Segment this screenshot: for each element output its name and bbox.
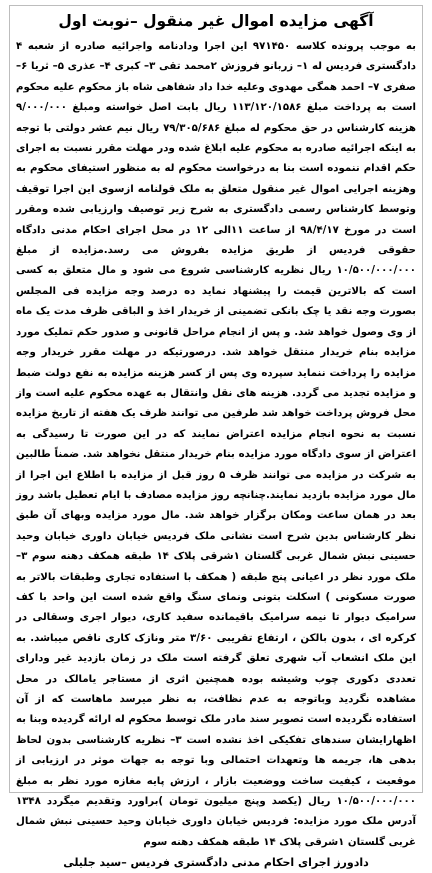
notice-title: آگهی مزایده اموال غیر منقول –نوبت اول	[58, 12, 374, 30]
notice-signature: دادورز اجرای احکام مدنی دادگستری فردیس –سید جلیلی	[63, 856, 369, 870]
notice-body: به موجب پرونده کلاسه ۹۷۱۴۵۰ این اجرا ودادنامه واجرائیه صادره از شعبه ۴ دادگستری فردیس له ۱– زربانو فروزش ۲محمد تقی ۳– کبری ۴– عذری ۵– ثریا ۶– صفری ۷– احمد همگی مهدوی وعلیه خدا داد شفاهی شاه باز محکوم علیه محکوم است به پرداخت مبلغ ۱۱۳/۱۲۰/۱۵۸۶ ریال بابت اصل خواسته ومبلغ ۹/۰۰۰/۰۰۰ هزینه کارشناس در حق محکوم له مبلغ ۷۹/۳۰۵/۶۸۶ ریال نیم عشر دولتی با توجه به اینکه اجرائیه صادره به محکوم علیه ابلاغ شده ودر مهلت مقرر نسبت به اجرای حکم اقدام ننموده است بنا به درخواست محکوم له به منظور استیفای محکوم به وهزینه اجرایی اموال غیر منقول متعلق به ملک قولنامه ازسوی این اجرا توقیف وتوسط کارشناس رسمی دادگستری به شرح زیر توصیف وارزیابی شده ومقرر است در مورخ ۹۸/۴/۱۷ از ساعت ۱۱الی ۱۲ در محل اجرای احکام مدنی دادگاه حقوقی فردیس از طریق مزایده بفروش می رسد.مزایده از مبلغ ۱۰/۵۰۰/۰۰۰/۰۰۰ ریال نظریه کارشناسی شروع می شود و مال متعلق به کسی است که بالاترین قیمت را پیشنهاد نماید ده درصد وجه مزایده فی المجلس بصورت وجه نقد یا چک بانکی تضمینی از خریدار اخذ و الباقی ظرف مدت یک ماه از وی وصول خواهد شد. و پس از انجام مراحل قانونی و صدور حکم تملیک مورد مزایده بنام خریدار منتقل خواهد شد. درصورتیکه در مهلت مقرر خریدار وجه مزایده را پرداخت ننماید سپرده وی پس از کسر هزینه مزایده به نفع دولت ضبط و مزایده تجدید می گردد. هزینه های نقل وانتقال به عهده محکوم علیه است واز محل فروش پرداخت خواهد شد طرفین می توانند ظرف یک هفته از تاریخ مزایده نسبت به نحوه انجام مزایده اعتراض نمایند که در این صورت تا رسیدگی به اعتراض از سوی دادگاه مورد مزایده بنام خریدار منتقل نخواهد شد. ضمناً طالبین به شرکت در مزایده می توانند ظرف ۵ روز قبل از مزایده با اطلاع این اجرا از مال مورد مزایده بازدید نمایند.چنانچه روز مزایده مصادف با ایام تعطیل باشد روز بعد در همان ساعت ومکان برگزار خواهد شد. مال مورد مزایده وبهای آن طبق نظر کارشناس بدین شرح است نشانی ملک فردیس خیابان داوری خیابان وحید حسینی نبش شمال غربی گلستان ۱شرقی پلاک ۱۴ طبقه همکف دهنه سوم ۳– ملک مورد نظر در اعیانی پنج طبقه ( همکف با استفاده تجاری وطبقات بالاتر به صورت مسکونی ) اسکلت بتونی ونمای سنگ واقع شده است این واحد با کف سرامیک دیوار تا نیمه سرامیک باقیمانده سفید کاری، دیوار اجری وسقالی در کرکره ای ، بدون بالکن ، ارتفاع تقریبی ۳/۶۰ متر ونازک کاری ناقص میباشد. به این ملک انشعاب آب شهری تعلق گرفته است ملک در زمان بازدید غیر ودارای تعددی دکوری چوب وشیشه بوده همچنین اثری از مستاجر یامالک در محل مشاهده نگردید وباتوجه به عدم نظافت، به نظر میرسد ماهاست که از آن استفاده نگردیده است تصویر سند مادر ملک توسط محکوم له ارائه گردیده وبنا به اظهارایشان سندهای تفکیکی اخذ نشده است ۳– نظریه کارشناسی بدون لحاظ بدهی ها، جریمه ها وتعهدات احتمالی وبا توجه به جهات موثر در ارزیابی از موقعیت ، کیفیت ساخت ووضعیت بازار ، ارزش پایه مغازه مورد نظر به مبلغ ۱۰/۵۰۰/۰۰۰/۰۰۰ ریال (یکصد وپنج میلیون تومان )براورد وتقدیم میگردد ۱۳۴۸ آدرس ملک مورد مزایده: فردیس خیابان داوری خیابان وحید حسینی نبش شمال غربی گلستان ۱شرقی پلاک ۱۴ طبقه همکف دهنه سوم	[16, 41, 417, 848]
auction-notice	[9, 5, 423, 870]
